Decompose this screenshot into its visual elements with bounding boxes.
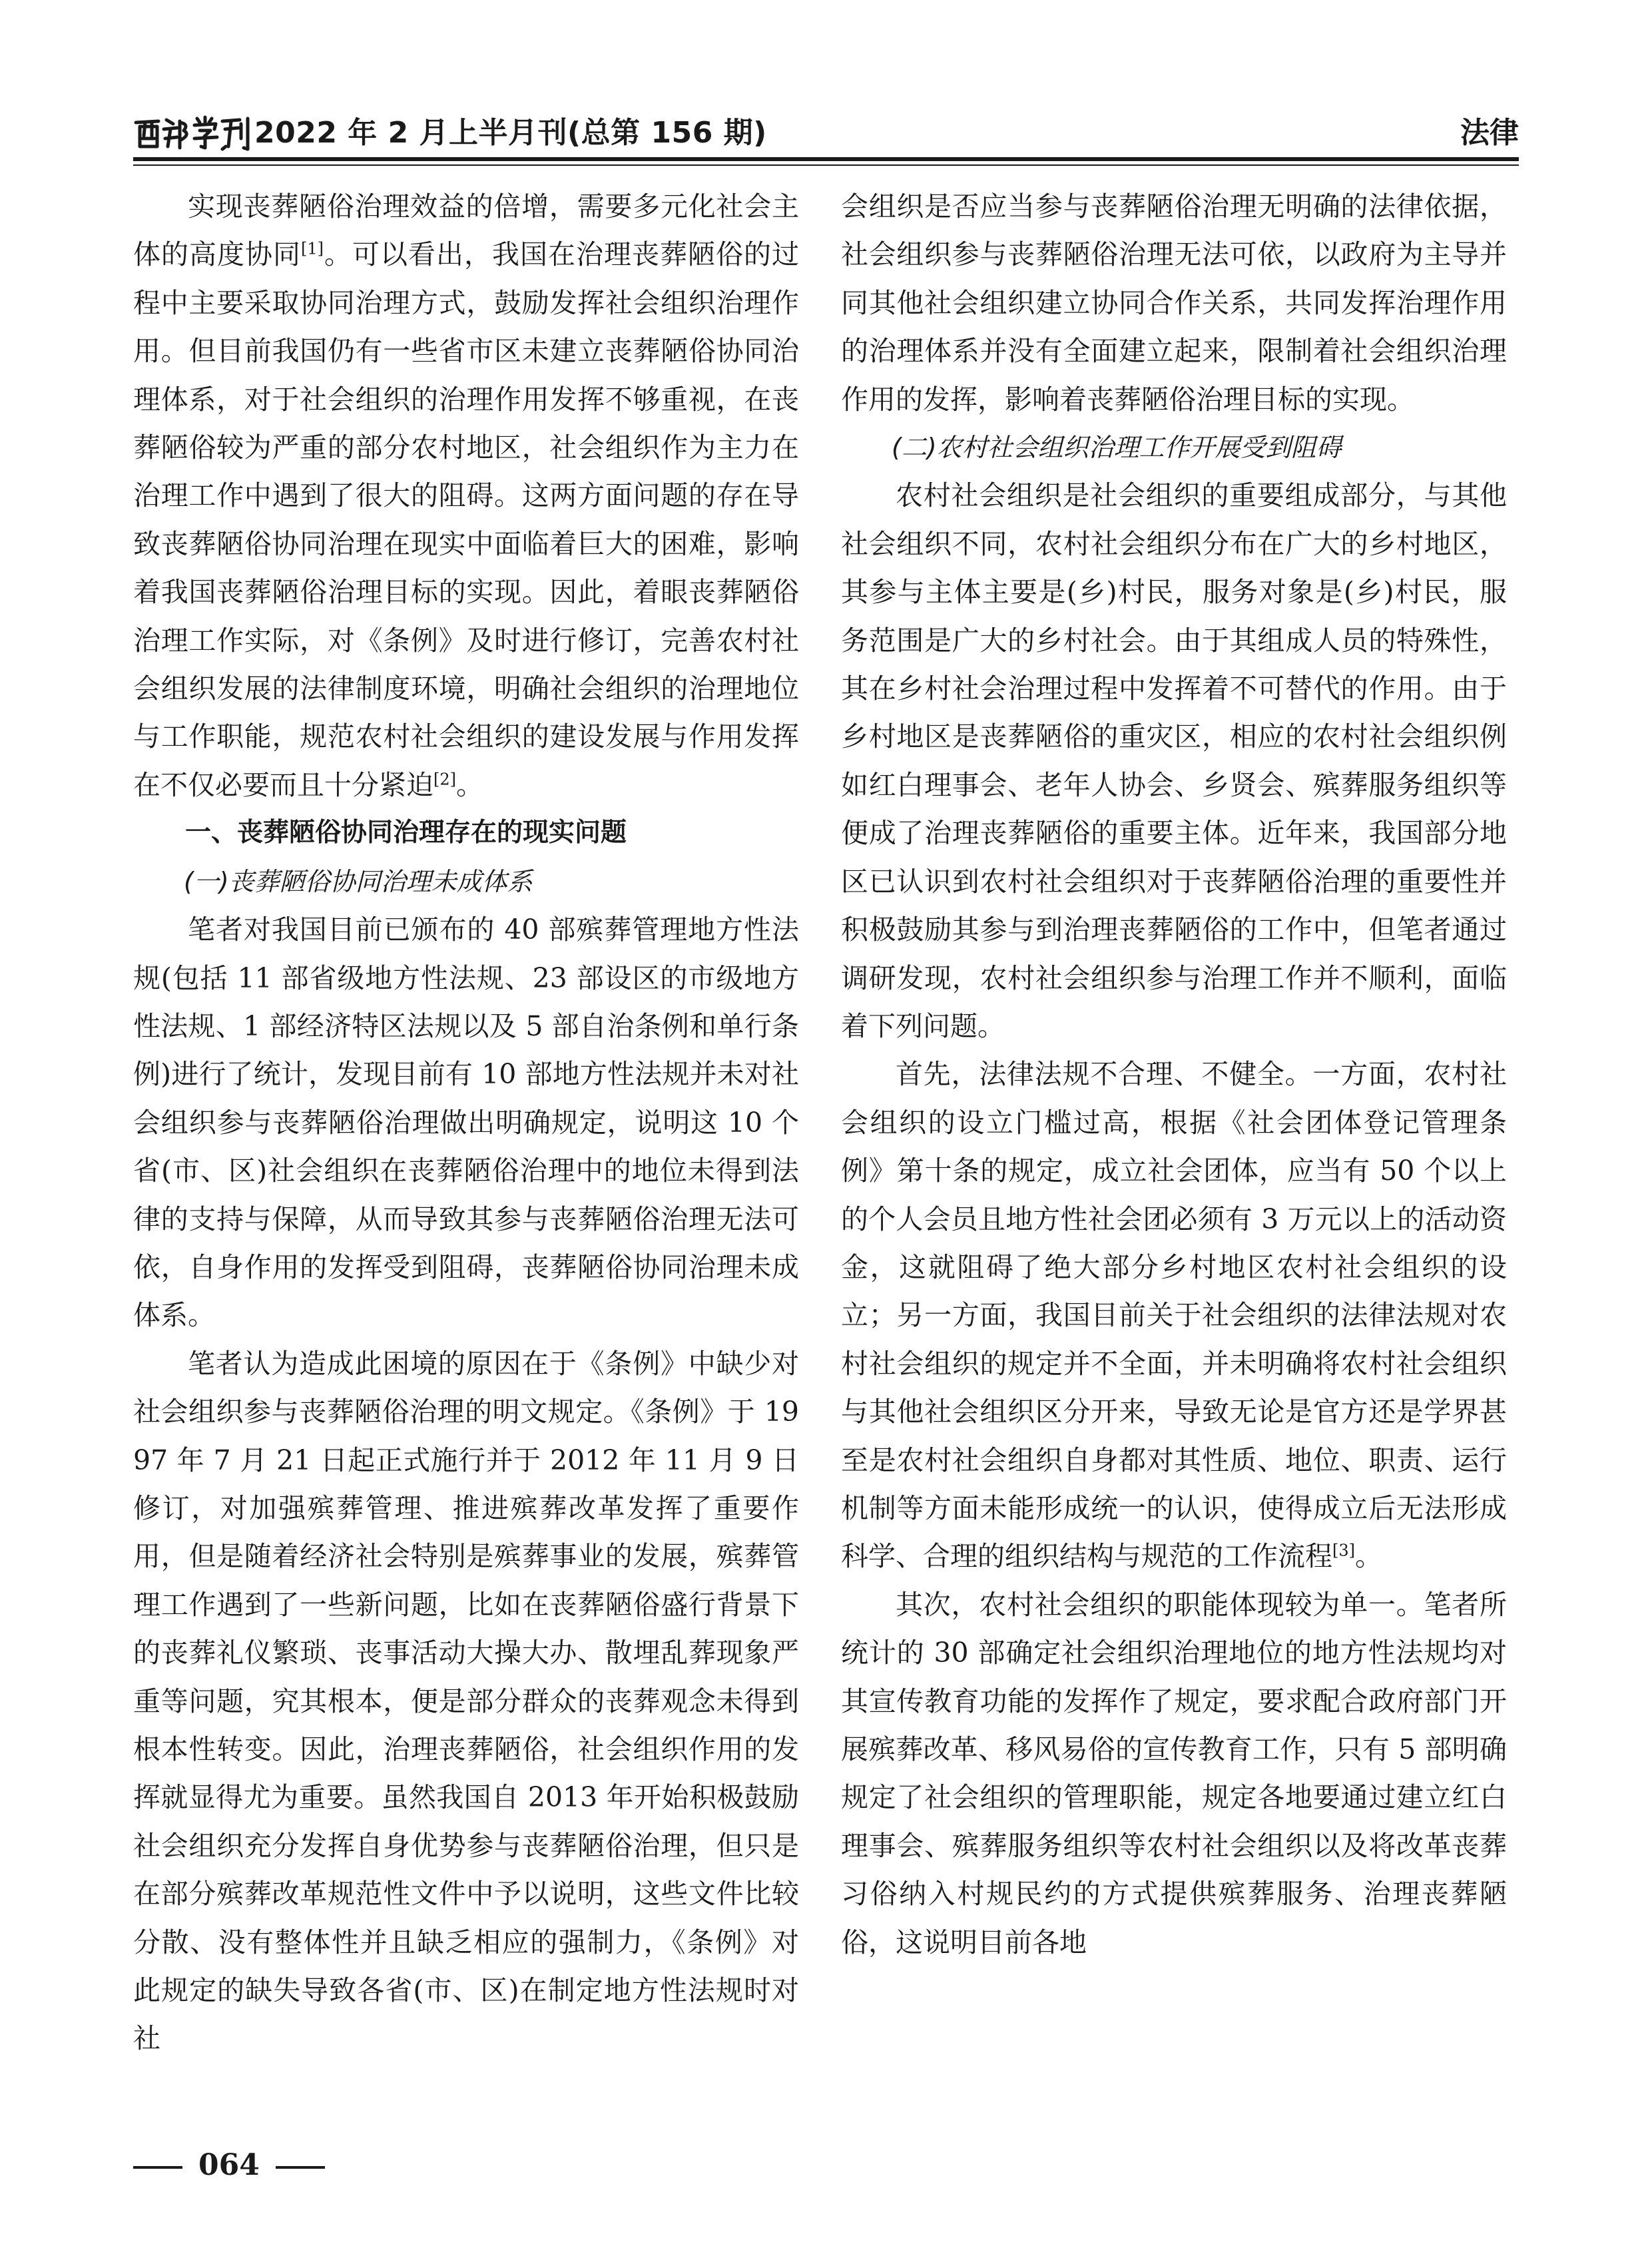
citation-ref: [1]: [301, 239, 324, 258]
left-column: [133, 182, 799, 2107]
body-paragraph: [133, 906, 799, 1340]
header-rule-thin: [133, 164, 1519, 166]
body-paragraph: [841, 182, 1507, 423]
subsection-heading: (一)丧葬陋俗协同治理未成体系: [184, 866, 533, 896]
issue-info: 2022 年 2 月上半月刊(总第 156 期): [254, 116, 767, 150]
body-paragraph: [133, 1340, 799, 2063]
header-rule: [133, 157, 1519, 161]
paragraph-text: 农村社会组织是社会组织的重要组成部分，与其他社会组织不同，农村社会组织分布在广大的乡村地区，其参与主体主要是(乡)村民，服务对象是(乡)村民，服务范围是广大的乡村社会。由于其组成人员的特殊性，其在乡村社会治理过程中发挥着不可替代的作用。由于乡村地区是丧葬陋俗的重灾区，相应的农村社会组织例如红白理事会、老年人协会、乡贤会、殡葬服务组织等便成了治理丧葬陋俗的重要主体。近年来，我国部分地区已认识到农村社会组织对于丧葬陋俗治理的重要性并积极鼓励其参与到治理丧葬陋俗的工作中，但笔者通过调研发现，农村社会组织参与治理工作并不顺利，面临着下列问题。: [841, 479, 1507, 1042]
right-column: [841, 182, 1507, 2107]
paragraph-text: 会组织是否应当参与丧葬陋俗治理无明确的法律依据，社会组织参与丧葬陋俗治理无法可依，以政府为主导并同其他社会组织建立协同合作关系，共同发挥治理作用的治理体系并没有全面建立起来，限制着社会组织治理作用的发挥，影响着丧葬陋俗治理目标的实现。: [841, 190, 1507, 416]
paragraph-text-cont: 。: [456, 768, 483, 801]
body-paragraph: [133, 182, 799, 809]
section-label: 法律: [1460, 116, 1519, 150]
footer-dash-right: [276, 2166, 325, 2169]
paragraph-text-cont: 。: [1355, 1540, 1382, 1573]
paragraph-text: 笔者认为造成此困境的原因在于《条例》中缺少对社会组织参与丧葬陋俗治理的明文规定。《条例》于 1997 年 7 月 21 日起正式施行并于 2012 年 11 月 9 日修订，对加强殡葬管理、推进殡葬改革发挥了重要作用，但是随着经济社会特别是殡葬事业的发展，殡葬管理工作遇到了一些新问题，比如在丧葬陋俗盛行背景下的丧葬礼仪繁琐、丧事活动大操大办、散埋乱葬现象严重等问题，究其根本，便是部分群众的丧葬观念未得到根本性转变。因此，治理丧葬陋俗，社会组织作用的发挥就显得尤为重要。虽然我国自 2013 年开始积极鼓励社会组织充分发挥自身优势参与丧葬陋俗治理，但只是在部分殡葬改革规范性文件中予以说明，这些文件比较分散、没有整体性并且缺乏相应的强制力，《条例》对此规定的缺失导致各省(市、区)在制定地方性法规时对社: [133, 1347, 799, 2055]
body-paragraph: [841, 1050, 1507, 1580]
paragraph-text: 首先，法律法规不合理、不健全。一方面，农村社会组织的设立门槛过高，根据《社会团体登记管理条例》第十条的规定，成立社会团体，应当有 50 个以上的个人会员且地方性社会团必须有 3 万元以上的活动资金，这就阻碍了绝大部分乡村地区农村社会组织的设立；另一方面，我国目前关于社会组织的法律法规对农村社会组织的规定并不全面，并未明确将农村社会组织与其他社会组织区分开来，导致无论是官方还是学界甚至是农村社会组织自身都对其性质、地位、职责、运行机制等方面未能形成统一的认识，使得成立后无法形成科学、合理的组织结构与规范的工作流程: [841, 1058, 1507, 1573]
footer-dash-left: [133, 2166, 182, 2169]
journal-logo: [133, 115, 252, 152]
paragraph-text-cont: 。可以看出，我国在治理丧葬陋俗的过程中主要采取协同治理方式，鼓励发挥社会组织治理作用。但目前我国仍有一些省市区未建立丧葬陋俗协同治理体系，对于社会组织的治理作用发挥不够重视，在丧葬陋俗较为严重的部分农村地区，社会组织作为主力在治理工作中遇到了很大的阻碍。这两方面问题的存在导致丧葬陋俗协同治理在现实中面临着巨大的困难，影响着我国丧葬陋俗治理目标的实现。因此，着眼丧葬陋俗治理工作实际，对《条例》及时进行修订，完善农村社会组织发展的法律制度环境，明确社会组织的治理地位与工作职能，规范农村社会组织的建设发展与作用发挥在不仅必要而且十分紧迫: [133, 238, 799, 801]
paragraph-text: 笔者对我国目前已颁布的 40 部殡葬管理地方性法规(包括 11 部省级地方性法规、23 部设区的市级地方性法规、1 部经济特区法规以及 5 部自治条例和单行条例)进行了统计，发现目前有 10 部地方性法规并未对社会组织参与丧葬陋俗治理做出明确规定，说明这 10 个省(市、区)社会组织在丧葬陋俗治理中的地位未得到法律的支持与保障，从而导致其参与丧葬陋俗治理无法可依，自身作用的发挥受到阻碍，丧葬陋俗协同治理未成体系。: [133, 914, 799, 1332]
subsection-heading: (二)农村社会组织治理工作开展受到阻碍: [892, 433, 1342, 463]
page-number: 064: [198, 2148, 260, 2182]
paragraph-text: 其次，农村社会组织的职能体现较为单一。笔者所统计的 30 部确定社会组织治理地位的地方性法规均对其宣传教育功能的发挥作了规定，要求配合政府部门开展殡葬改革、移风易俗的宣传教育工作，只有 5 部明确规定了社会组织的管理职能，规定各地要通过建立红白理事会、殡葬服务组织等农村社会组织以及将改革丧葬习俗纳入村规民约的方式提供殡葬服务、治理丧葬陋俗，这说明目前各地: [841, 1588, 1507, 1958]
running-header: [133, 112, 1519, 158]
citation-ref: [3]: [1332, 1541, 1355, 1560]
paragraph-text: 实现丧葬陋俗治理效益的倍增，需要多元化社会主体的高度协同: [133, 190, 799, 271]
page-footer: [133, 2145, 325, 2185]
body-paragraph: [841, 471, 1507, 1050]
body-paragraph: [841, 1581, 1507, 1966]
citation-ref: [2]: [433, 770, 456, 789]
section-heading: 一、丧葬陋俗协同治理存在的现实问题: [185, 818, 627, 848]
